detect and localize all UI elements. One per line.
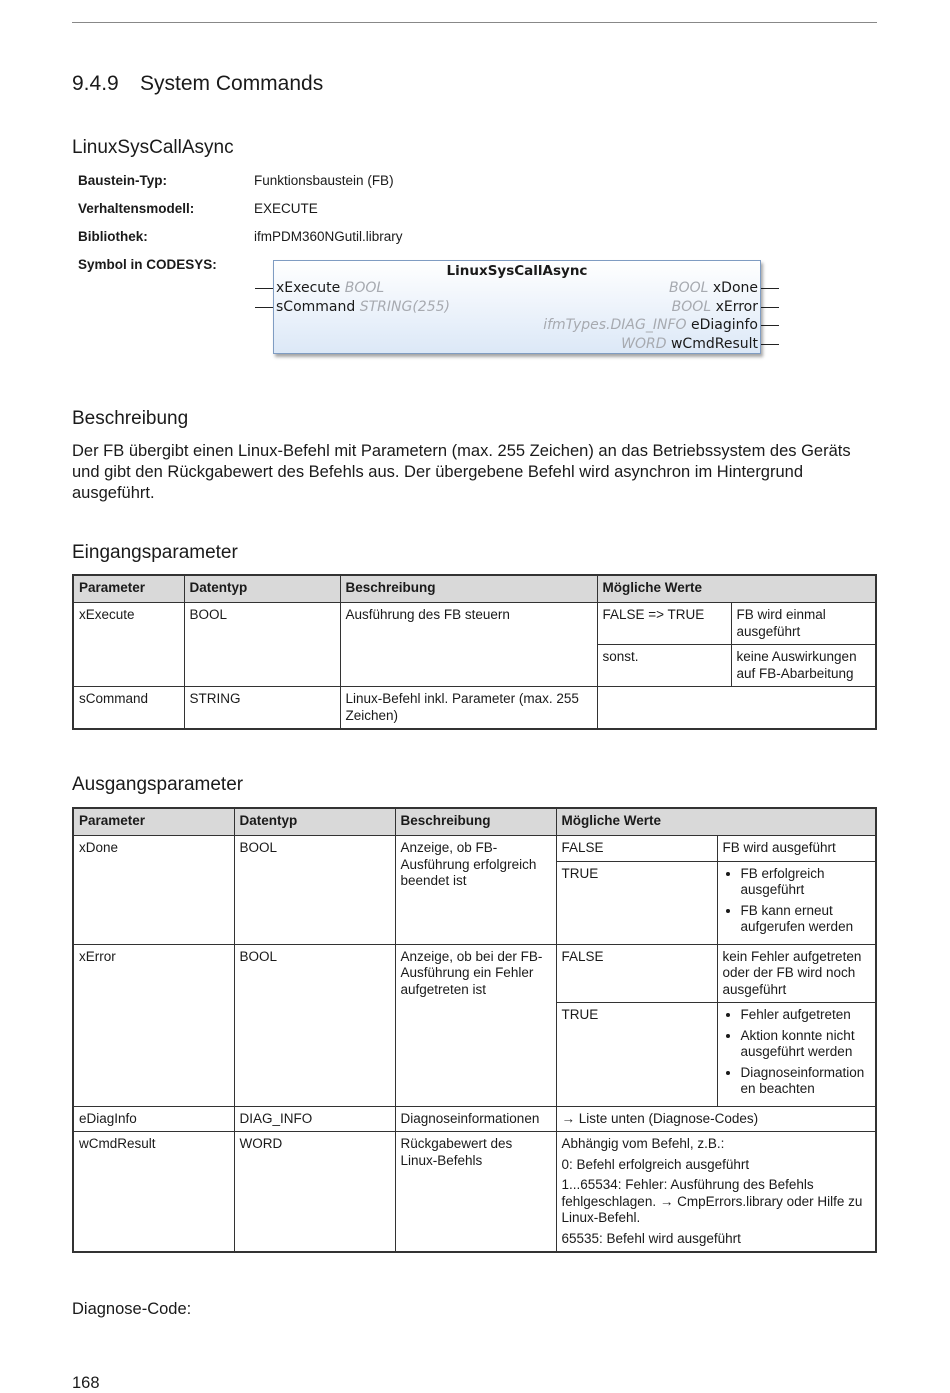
codesys-symbol <box>255 258 785 358</box>
outputs-table <box>72 807 877 1253</box>
type-cell: BOOL <box>234 944 395 1106</box>
inputs-heading: Eingangsparameter <box>72 542 238 563</box>
output-pin-line <box>759 344 779 345</box>
header-rule <box>72 22 877 23</box>
value-cell: TRUE <box>556 861 717 944</box>
value-cell: FALSE <box>556 944 717 1003</box>
symbol-input-type: BOOL <box>344 280 385 296</box>
column-header: Beschreibung <box>395 808 556 836</box>
value-desc-cell: kein Fehler aufgetreten oder der FB wird noch ausgeführt <box>717 944 876 1003</box>
output-pin-line <box>759 307 779 308</box>
column-header: Beschreibung <box>340 575 597 603</box>
section-number: 9.4.9 <box>72 72 119 95</box>
meta-row <box>78 173 578 193</box>
table-row <box>73 944 876 1003</box>
type-cell: STRING <box>184 687 340 730</box>
value-desc-cell: FB wird einmal ausgeführt <box>731 603 876 645</box>
table-row <box>73 603 876 645</box>
column-header: Datentyp <box>184 575 340 603</box>
column-header: Datentyp <box>234 808 395 836</box>
table-row <box>73 1106 876 1132</box>
symbol-title: LinuxSysCallAsync <box>446 263 588 279</box>
value-line: 1...65534: Fehler: Ausführung des Befehls fehlgeschlagen. → CmpErrors.library oder Hilfe zu Linux-Befehl. <box>561 1177 863 1225</box>
column-header: Parameter <box>73 808 234 836</box>
symbol-input <box>276 280 384 296</box>
value-cell: sonst. <box>597 645 731 687</box>
symbol-output-name: xError <box>715 299 758 315</box>
symbol-output-name: xDone <box>712 280 758 296</box>
param-cell: eDiagInfo <box>73 1106 234 1132</box>
symbol-output-name: eDiaginfo <box>690 317 758 333</box>
type-cell: WORD <box>234 1132 395 1253</box>
meta-row <box>78 229 578 249</box>
value-cell: → Liste unten (Diagnose-Codes) <box>556 1106 876 1132</box>
page-number: 168 <box>72 1374 100 1392</box>
symbol-output-type: BOOL <box>668 280 709 296</box>
param-cell: wCmdResult <box>73 1132 234 1253</box>
value-desc-cell: FB wird ausgeführt <box>717 836 876 862</box>
desc-cell: Rückgabewert des Linux-Befehls <box>395 1132 556 1253</box>
input-pin-line <box>255 307 275 308</box>
value-line: Abhängig vom Befehl, z.B.: <box>561 1136 725 1151</box>
value-line: 0: Befehl erfolgreich ausgeführt <box>561 1156 750 1172</box>
symbol-output <box>672 299 758 315</box>
value-cell: FALSE <box>556 836 717 862</box>
table-row <box>73 687 876 730</box>
description-text: Der FB übergibt einen Linux-Befehl mit Parametern (max. 255 Zeichen) an das Betriebssystem des Geräts und gibt den Rückgabewert des Befehls aus. Der übergebene Befehl wird asynchron im Hintergrund ausgeführt. <box>72 442 851 502</box>
value-cell: TRUE <box>556 1003 717 1107</box>
meta-row <box>78 201 578 221</box>
bullet-list <box>723 1007 871 1098</box>
value-desc-cell <box>717 1003 876 1107</box>
symbol-input-name: xExecute <box>276 280 341 296</box>
param-cell: xDone <box>73 836 234 945</box>
fb-name-heading: LinuxSysCallAsync <box>72 137 234 158</box>
param-cell: sCommand <box>73 687 184 730</box>
param-cell: xError <box>73 944 234 1106</box>
meta-key: Baustein-Typ: <box>78 173 168 188</box>
list-item: • FB erfolgreich ausgeführt <box>741 866 871 899</box>
table-row <box>73 1132 876 1253</box>
value-cell: FALSE => TRUE <box>597 603 731 645</box>
table-row <box>73 836 876 862</box>
value-cell <box>597 687 876 730</box>
desc-cell: Ausführung des FB steuern <box>340 603 597 687</box>
output-pin-line <box>759 288 779 289</box>
list-item: • Diagnoseinformation en beachten <box>741 1065 871 1098</box>
symbol-input-type: STRING(255) <box>359 299 450 315</box>
meta-value: EXECUTE <box>254 201 318 216</box>
list-item: • FB kann erneut aufgerufen werden <box>741 903 871 936</box>
bullet-list <box>723 866 871 936</box>
desc-cell: Anzeige, ob FB-Ausführung erfolgreich beendet ist <box>395 836 556 945</box>
meta-value: ifmPDM360NGutil.library <box>254 229 403 244</box>
section-title <box>72 72 323 96</box>
meta-key: Verhaltensmodell: <box>78 201 195 216</box>
value-line: 65535: Befehl wird ausgeführt <box>561 1230 741 1246</box>
table-header-row <box>73 575 876 603</box>
desc-cell: Diagnoseinformationen <box>395 1106 556 1132</box>
column-header: Mögliche Werte <box>556 808 876 836</box>
list-item: • Aktion konnte nicht ausgeführt werden <box>741 1028 871 1061</box>
output-pin-line <box>759 325 779 326</box>
column-header: Parameter <box>73 575 184 603</box>
diagnose-code-label: Diagnose-Code: <box>72 1300 192 1318</box>
meta-value: Funktionsbaustein (FB) <box>254 173 394 188</box>
desc-cell: Linux-Befehl inkl. Parameter (max. 255 Zeichen) <box>340 687 597 730</box>
input-pin-line <box>255 288 275 289</box>
symbol-output-type: WORD <box>621 336 667 352</box>
type-cell: DIAG_INFO <box>234 1106 395 1132</box>
meta-key: Symbol in CODESYS: <box>78 257 217 272</box>
symbol-output-type: BOOL <box>671 299 712 315</box>
meta-key: Bibliothek: <box>78 229 148 244</box>
value-desc-cell <box>717 861 876 944</box>
type-cell: BOOL <box>184 603 340 687</box>
value-desc-cell: keine Auswirkungen auf FB-Abarbeitung <box>731 645 876 687</box>
outputs-heading: Ausgangsparameter <box>72 774 244 795</box>
inputs-table <box>72 574 877 730</box>
desc-cell: Anzeige, ob bei der FB-Ausführung ein Fehler aufgetreten ist <box>395 944 556 1106</box>
section-title-text: System Commands <box>140 72 324 95</box>
type-cell: BOOL <box>234 836 395 945</box>
description-heading: Beschreibung <box>72 408 189 429</box>
symbol-block <box>273 260 761 354</box>
symbol-output-name: wCmdResult <box>670 336 758 352</box>
symbol-input-name: sCommand <box>276 299 356 315</box>
symbol-output <box>621 336 758 352</box>
value-cell <box>556 1132 876 1253</box>
symbol-output-type: ifmTypes.DIAG_INFO <box>543 317 687 333</box>
symbol-output <box>543 317 758 333</box>
column-header: Mögliche Werte <box>597 575 876 603</box>
list-item: • Fehler aufgetreten <box>741 1007 871 1024</box>
symbol-input <box>276 299 450 315</box>
symbol-output <box>669 280 758 296</box>
table-header-row <box>73 808 876 836</box>
param-cell: xExecute <box>73 603 184 687</box>
